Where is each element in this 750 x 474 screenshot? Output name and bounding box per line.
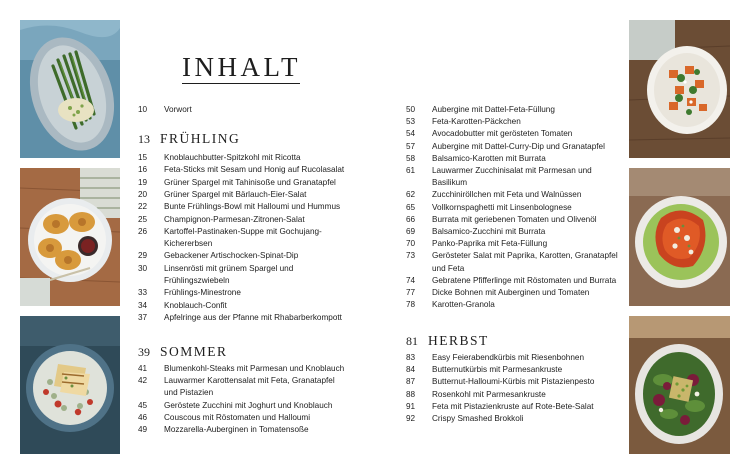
entry-title: Lauwarmer Zucchinisalat mit Parmesan und <box>432 166 592 175</box>
page-number: 10 <box>138 105 148 114</box>
page-number: 84 <box>406 365 416 375</box>
page-number: 62 <box>406 190 416 200</box>
section-title: HERBST <box>428 333 489 348</box>
entry-title: und Pistazien <box>164 388 214 398</box>
page-number: 37 <box>138 312 148 322</box>
entry-title: Balsamico-Zucchini mit Burrata <box>432 227 546 236</box>
stuffed-pepper-photo <box>629 168 730 306</box>
page-number: 87 <box>406 377 416 387</box>
entry-title: Champignon-Parmesan-Zitronen-Salat <box>164 214 305 224</box>
page-number: 70 <box>406 239 416 249</box>
page-number: 74 <box>406 275 416 285</box>
entry-title: und Feta <box>432 263 465 273</box>
page-number: 91 <box>406 401 416 411</box>
entry-title: Mozzarella-Auberginen in Tomatensoße <box>164 425 309 434</box>
section-page-number: 81 <box>406 334 418 348</box>
page-number: 42 <box>138 376 148 386</box>
entry-title: Basilikum <box>432 178 468 188</box>
page-number: 30 <box>138 263 148 273</box>
entry-title: Feta-Karotten-Päckchen <box>432 117 521 127</box>
entry-title: Frühlings-Minestrone <box>164 288 241 298</box>
page-number: 20 <box>138 189 148 199</box>
page-number: 26 <box>138 226 148 236</box>
page-number: 25 <box>138 214 148 224</box>
entry-title: Grüner Spargel mit Bärlauch-Eier-Salat <box>164 189 307 199</box>
page-number: 92 <box>406 414 416 423</box>
entry-title: Burrata mit geriebenen Tomaten und Olivenöl <box>432 214 597 224</box>
page-number: 54 <box>406 129 416 139</box>
entry-title: Karotten-Granola <box>432 300 495 310</box>
page-number: 58 <box>406 153 416 163</box>
section-title: FRÜHLING <box>160 131 241 146</box>
section-heading-fruehling <box>138 131 240 147</box>
entry-title: Gebratene Pfifferlinge mit Röstomaten und Burrata <box>432 275 617 285</box>
section-title: SOMMER <box>160 344 228 359</box>
entry-title: Zucchiniröllchen mit Feta und Walnüssen <box>432 190 582 200</box>
entry-title: Couscous mit Röstomaten und Halloumi <box>164 412 311 422</box>
page-number: 69 <box>406 227 416 236</box>
page-number: 45 <box>138 400 148 410</box>
entry-title: Blumenkohl-Steaks mit Parmesan und Knoblauch <box>164 364 345 373</box>
page-number: 53 <box>406 117 416 127</box>
page-number: 41 <box>138 364 148 373</box>
section-page-number: 39 <box>138 345 150 359</box>
page-title: INHALT <box>182 52 301 82</box>
cauliflower-plate-photo <box>20 316 120 454</box>
page-number: 61 <box>406 166 416 175</box>
title-underline <box>182 83 300 84</box>
entry-title: Bunte Frühlings-Bowl mit Halloumi und Hummus <box>164 202 341 212</box>
entry-title: Aubergine mit Dattel-Feta-Füllung <box>432 105 555 114</box>
beet-salad-photo <box>629 316 730 454</box>
entry-title: Grüner Spargel mit Tahinisoße und Granatapfel <box>164 177 336 187</box>
entry-title: Kichererbsen <box>164 239 213 249</box>
page-number: 57 <box>406 141 416 151</box>
entry-title: Linsenrösti mit grünem Spargel und <box>164 263 294 273</box>
page-number: 34 <box>138 300 148 310</box>
page-number: 19 <box>138 177 148 187</box>
entry-title: Easy Feierabendkürbis mit Riesenbohnen <box>432 353 585 362</box>
sweet-potato-photo <box>629 20 730 158</box>
entry-title: Apfelringe aus der Pfanne mit Rhabarberkompott <box>164 312 342 322</box>
entry-title: Knoblauchbutter-Spitzkohl mit Ricotta <box>164 153 301 162</box>
page-number: 66 <box>406 214 416 224</box>
section-heading-herbst <box>406 333 489 349</box>
entry-title: Gebackener Artischocken-Spinat-Dip <box>164 251 299 261</box>
entry-title: Crispy Smashed Brokkoli <box>432 414 524 423</box>
fritters-photo <box>20 168 120 306</box>
page-number: 49 <box>138 425 148 434</box>
entry-title: Lauwarmer Karottensalat mit Feta, Granatapfel <box>164 376 335 386</box>
entry-title: Panko-Paprika mit Feta-Füllung <box>432 239 548 249</box>
entry-title: Vorwort <box>164 105 192 114</box>
page-number: 22 <box>138 202 148 212</box>
page-number: 77 <box>406 288 416 297</box>
page-number: 78 <box>406 300 416 310</box>
page-number: 46 <box>138 412 148 422</box>
entry-title: Vollkornspaghetti mit Linsenbolognese <box>432 202 572 212</box>
entry-title: Rosenkohl mit Parmesankruste <box>432 389 546 399</box>
page-number: 29 <box>138 251 148 261</box>
entry-title: Feta mit Pistazienkruste auf Rote-Bete-Salat <box>432 401 594 411</box>
section-page-number: 13 <box>138 132 150 146</box>
entry-title: Kartoffel-Pastinaken-Suppe mit Gochujang- <box>164 226 322 236</box>
entry-title: Geröstete Zucchini mit Joghurt und Knoblauch <box>164 400 333 410</box>
entry-title: Aubergine mit Dattel-Curry-Dip und Granatapfel <box>432 141 605 151</box>
entry-title: Butternutkürbis mit Parmesankruste <box>432 365 563 375</box>
page-number: 33 <box>138 288 148 298</box>
page-number: 65 <box>406 202 416 212</box>
entry-title: Avocadobutter mit gerösteten Tomaten <box>432 129 573 139</box>
asparagus-photo <box>20 20 120 158</box>
entry-title: Feta-Sticks mit Sesam und Honig auf Rucolasalat <box>164 165 345 175</box>
entry-title: Gerösteter Salat mit Paprika, Karotten, Granatapfel <box>432 251 618 261</box>
entry-title: Dicke Bohnen mit Auberginen und Tomaten <box>432 288 590 297</box>
page-number: 50 <box>406 105 416 114</box>
entry-title: Butternut-Halloumi-Kürbis mit Pistazienpesto <box>432 377 595 387</box>
page-number: 73 <box>406 251 416 261</box>
entry-title: Balsamico-Karotten mit Burrata <box>432 153 546 163</box>
page-number: 88 <box>406 389 416 399</box>
page-number: 15 <box>138 153 148 162</box>
entry-title: Frühlingszwiebeln <box>164 276 230 285</box>
entry-title: Knoblauch-Confit <box>164 300 227 310</box>
section-heading-sommer <box>138 344 228 360</box>
page-number: 16 <box>138 165 148 175</box>
page-number: 83 <box>406 353 416 362</box>
